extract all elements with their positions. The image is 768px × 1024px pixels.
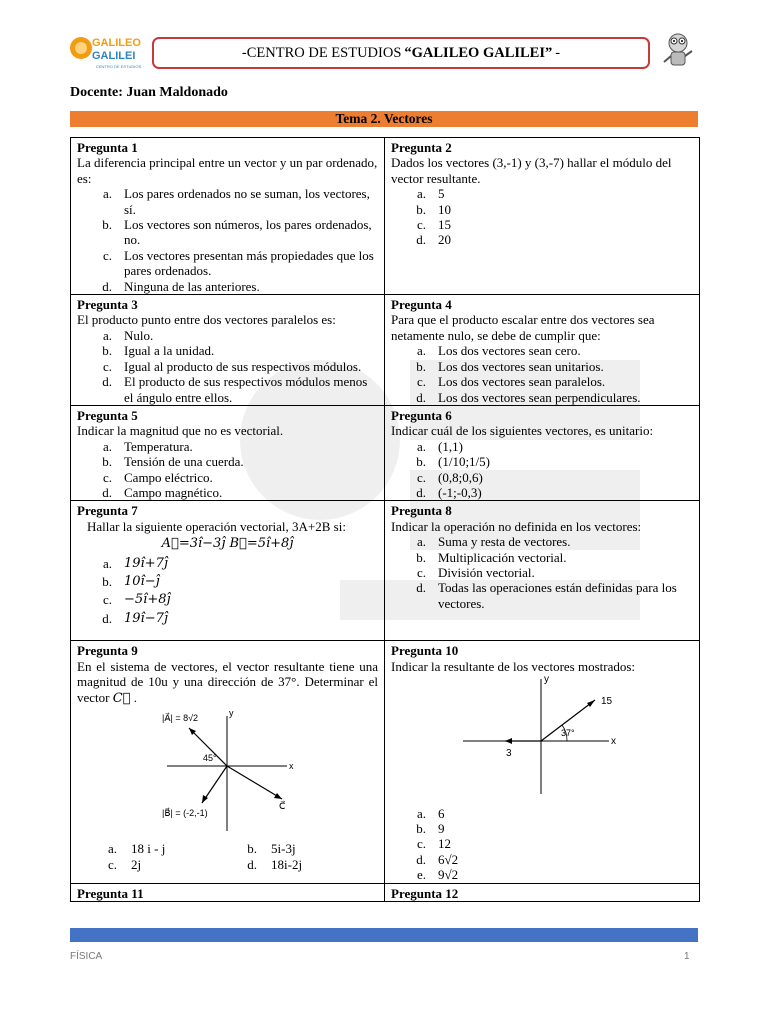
option: c. Campo eléctrico. — [102, 469, 213, 485]
option-grid — [77, 841, 378, 872]
option: c. Los dos vectores sean paralelos. — [416, 374, 606, 390]
option-list — [77, 328, 378, 405]
option-list — [391, 806, 693, 883]
question-title: Pregunta 7 — [77, 503, 138, 519]
header-title-box — [152, 37, 650, 69]
teacher-name: Docente: Juan Maldonado — [70, 85, 228, 100]
option: d. 18i-2j — [247, 856, 303, 872]
option: e. 9√2 — [416, 867, 459, 883]
logo-text-1: GALILEO — [92, 37, 141, 49]
question-4 — [385, 295, 700, 406]
y-axis-label: y — [544, 674, 549, 686]
footer-subject: FÍSICA — [70, 951, 103, 962]
question-9 — [71, 641, 385, 883]
option: c. (0,8;0,6) — [416, 469, 483, 485]
mascot-icon — [657, 27, 699, 69]
option: d. 6√2 — [416, 851, 459, 867]
question-title: Pregunta 6 — [391, 407, 452, 423]
header-title-prefix: -CENTRO DE ESTUDIOS — [241, 44, 402, 61]
question-text: Indicar cuál de los siguientes vectores, es unitario: — [391, 423, 654, 439]
option: d. 20 — [416, 232, 451, 248]
option-list — [77, 186, 378, 294]
option: b. Los dos vectores sean unitarios. — [416, 358, 604, 374]
vector-c — [227, 766, 282, 799]
question-title: Pregunta 9 — [77, 643, 138, 659]
option: c. Igual al producto de sus respectivos módulos. — [102, 358, 362, 374]
question-text: Hallar la siguiente operación vectorial, 3A+2B si: — [87, 518, 346, 534]
logo-text-2: GALILEI — [92, 50, 136, 62]
option: d. Los dos vectores sean perpendiculares. — [416, 389, 641, 405]
question-title: Pregunta 3 — [77, 297, 138, 313]
question-title: Pregunta 12 — [391, 885, 459, 901]
question-3 — [71, 295, 385, 406]
question-6 — [385, 405, 700, 500]
option: a. 5 — [416, 186, 445, 202]
question-text: Dados los vectores (3,-1) y (3,-7) hallar el módulo del vector resultante. — [391, 155, 672, 186]
option: a. Temperatura. — [102, 438, 193, 454]
option: b. Los vectores son números, los pares ordenados, no. — [102, 217, 372, 248]
logo-subtext: CENTRO DE ESTUDIOS — [96, 64, 142, 69]
label-15: 15 — [601, 696, 613, 708]
option-list — [391, 186, 693, 248]
vector-diagram-q9 — [77, 706, 377, 836]
option: b. 5i-3j — [247, 841, 296, 857]
option: c. −5î+8ĵ — [102, 592, 171, 608]
option: c. 12 — [416, 836, 451, 852]
question-10 — [385, 641, 700, 883]
question-text: En el sistema de vectores, el vector resultante tiene una magnitud de 10u y una dirección de 37°. Determinar el vector C⃗ . — [77, 658, 378, 706]
question-text: Indicar la operación no definida en los vectores: — [391, 518, 642, 534]
label-a: |A⃗| = 8√2 — [162, 712, 199, 723]
galileo-logo — [68, 30, 142, 74]
vector-diagram-q10 — [391, 674, 691, 802]
option: d. El producto de sus respectivos módulos menos el ángulo entre ellos. — [102, 374, 368, 405]
option: a. 19î+7ĵ — [102, 555, 168, 571]
question-title: Pregunta 11 — [77, 885, 144, 901]
question-12 — [385, 883, 700, 901]
x-axis-label: x — [289, 760, 294, 771]
option: a. 6 — [416, 805, 445, 821]
question-2 — [385, 138, 700, 295]
option: b. 10 — [416, 201, 451, 217]
label-b: |B⃗| = (-2,-1) — [162, 807, 208, 818]
question-title: Pregunta 2 — [391, 140, 452, 155]
option-list — [391, 343, 693, 405]
question-title: Pregunta 4 — [391, 297, 452, 313]
question-title: Pregunta 5 — [77, 407, 138, 423]
option-list — [391, 439, 693, 501]
option-list — [391, 534, 693, 611]
vector-formula: A⃗=3î−3ĵ B⃗=5î+8ĵ — [161, 536, 294, 552]
x-axis-label: x — [611, 736, 616, 748]
option: a. 18 i - j — [107, 841, 166, 857]
question-text: Indicar la magnitud que no es vectorial. — [77, 423, 284, 439]
question-text: La diferencia principal entre un vector y un par ordenado, es: — [77, 155, 378, 186]
option: d. 19î−7ĵ — [102, 610, 168, 626]
footer-bar — [70, 928, 698, 942]
question-7 — [71, 501, 385, 641]
question-text: Para que el producto escalar entre dos vectores sea netamente nulo, se debe de cumplir que: — [391, 312, 655, 343]
option: a. (1,1) — [416, 438, 463, 454]
option: c. 15 — [416, 217, 451, 233]
page-number: 1 — [684, 951, 690, 962]
option: a. Los pares ordenados no se suman, los vectores, sí. — [102, 186, 370, 217]
option: c. Los vectores presentan más propiedades que los pares ordenados. — [102, 247, 374, 279]
question-8 — [385, 501, 700, 641]
option: d. Todas las operaciones están definidas para los vectores. — [416, 580, 677, 611]
option: d. Campo magnético. — [102, 484, 223, 500]
question-title: Pregunta 10 — [391, 643, 459, 659]
option: c. 2j — [107, 856, 142, 872]
question-11 — [71, 883, 385, 901]
option: a. Los dos vectores sean cero. — [416, 343, 581, 359]
question-title: Pregunta 8 — [391, 503, 452, 519]
angle-label: 37° — [561, 728, 575, 739]
option: d. Ninguna de las anteriores. — [102, 278, 260, 294]
question-text: El producto punto entre dos vectores paralelos es: — [77, 312, 336, 328]
header-title-suffix: - — [555, 44, 561, 61]
vector-c-label: C⃗ — [112, 690, 131, 706]
question-1 — [71, 138, 385, 295]
option: b. Tensión de una cuerda. — [102, 454, 244, 470]
y-axis-label: y — [229, 707, 234, 718]
option: b. (1/10;1/5) — [416, 454, 490, 470]
option: c. División vectorial. — [416, 564, 535, 580]
option-list — [77, 439, 378, 501]
option: b. 10î−ĵ — [102, 573, 160, 589]
label-3: 3 — [506, 748, 512, 760]
header-title-bold: “GALILEO GALILEI” — [404, 44, 553, 61]
option: d. (-1;-0,3) — [416, 484, 482, 500]
option: a. Nulo. — [102, 327, 154, 343]
option-list — [77, 556, 378, 627]
topic-banner: Tema 2. Vectores — [70, 111, 698, 127]
angle-label: 45° — [203, 752, 217, 763]
option: a. Suma y resta de vectores. — [416, 534, 571, 550]
option: b. 9 — [416, 820, 445, 836]
questions-table — [70, 137, 700, 902]
option: b. Multiplicación vectorial. — [416, 549, 567, 565]
question-title: Pregunta 1 — [77, 140, 138, 155]
question-5 — [71, 405, 385, 500]
question-text: Indicar la resultante de los vectores mostrados: — [391, 658, 636, 674]
option: b. Igual a la unidad. — [102, 343, 215, 359]
label-c: C⃗ — [279, 800, 286, 811]
